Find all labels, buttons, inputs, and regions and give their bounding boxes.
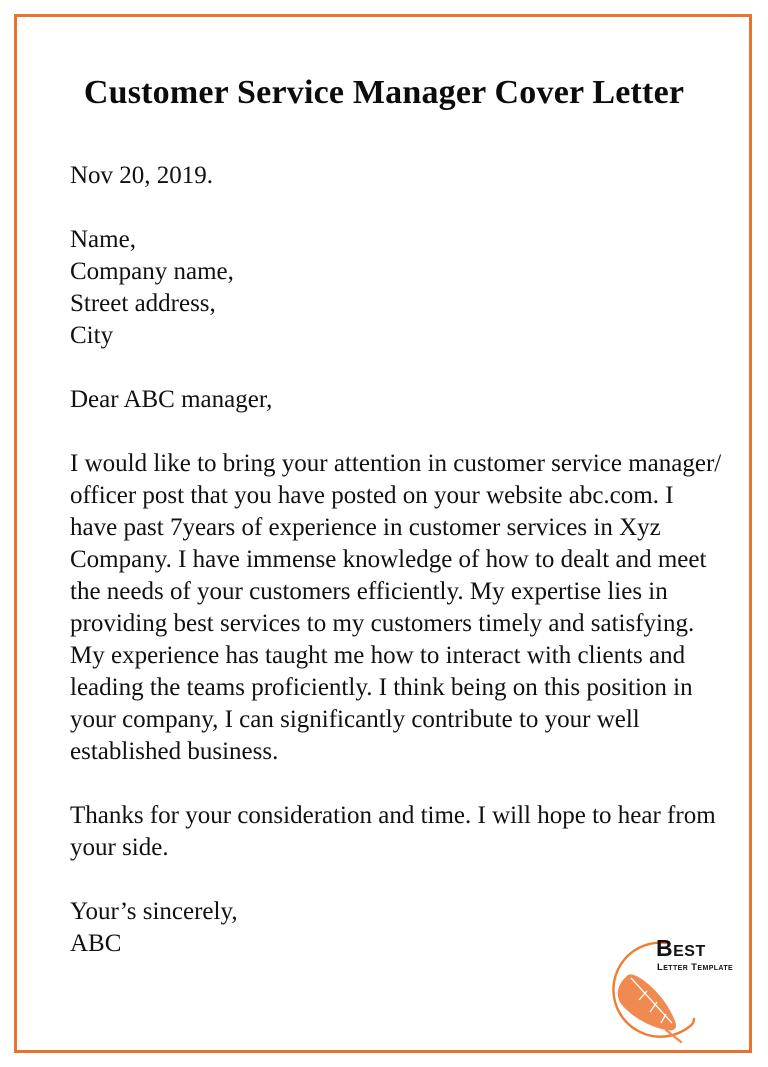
letter-date: Nov 20, 2019. [70, 162, 214, 189]
closing-paragraph: Thanks for your consideration and time. I will hope to hear from your side. [70, 802, 716, 861]
page-title: Customer Service Manager Cover Letter [83, 74, 685, 111]
recipient-name: Name, [70, 226, 136, 253]
recipient-city: City [70, 322, 114, 349]
signature: ABC [70, 930, 122, 957]
recipient-company: Company name, [70, 258, 234, 285]
recipient-address [70, 224, 722, 352]
brand-logo [606, 933, 752, 1045]
body-paragraph: I would like to bring your attention in customer service manager/ officer post that you have posted on your website abc.com. I have past 7years of experience in customer services in Xyz Company. I have immense knowledge of how to dealt and meet the needs of your customers efficiently. My expertise lies in providing best services to my customers timely and satisfying. My experience has taught me how to interact with clients and leading the teams proficiently. I think being on this position in your company, I can significantly contribute to your well established business. [70, 450, 722, 765]
salutation: Dear ABC manager, [70, 386, 273, 413]
letter-content [70, 160, 722, 992]
signoff: Your’s sincerely, [70, 898, 238, 925]
recipient-street: Street address, [70, 290, 216, 317]
logo-title: Best [656, 935, 706, 961]
logo-subtitle: Letter Template [657, 962, 734, 973]
